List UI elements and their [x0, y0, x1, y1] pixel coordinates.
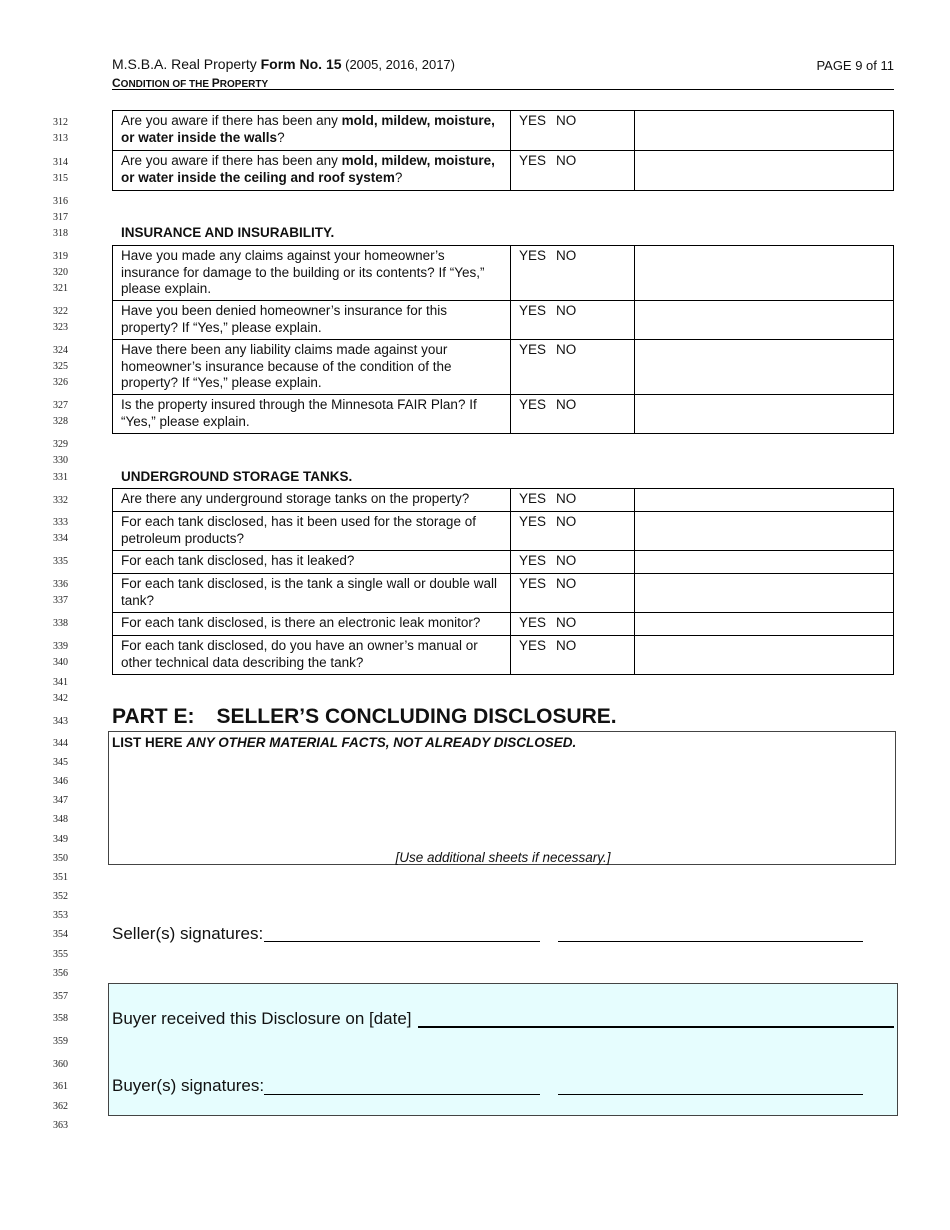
table-row: [113, 574, 894, 613]
no-option[interactable]: NO: [556, 303, 577, 318]
seller-signatures-label: Seller(s) signatures:: [112, 924, 264, 943]
no-option[interactable]: NO: [556, 342, 577, 357]
table-row: [113, 489, 894, 512]
question-cell: For each tank disclosed, is there an electronic leak monitor?: [113, 613, 511, 636]
line-number: 353: [53, 910, 68, 921]
table-row: [113, 395, 894, 434]
yes-no-cell[interactable]: [511, 246, 635, 301]
tanks-table: [112, 488, 894, 675]
line-number: 335: [53, 556, 68, 567]
line-number: 355: [53, 949, 68, 960]
page-subtitle: CONDITION OF THE PROPERTY: [112, 76, 269, 90]
yes-no-cell[interactable]: [511, 395, 635, 434]
no-option[interactable]: NO: [556, 638, 577, 653]
header-divider: [112, 89, 894, 90]
line-number: 321: [53, 283, 68, 294]
line-number: 330: [53, 455, 68, 466]
yes-option[interactable]: YES: [519, 615, 547, 630]
question-cell: Are you aware if there has been any mold, mildew, moisture, or water inside the walls?: [113, 111, 511, 151]
insurance-section-title: INSURANCE AND INSURABILITY.: [121, 225, 335, 240]
line-number: 315: [53, 173, 68, 184]
line-number: 322: [53, 306, 68, 317]
buyer-acknowledgment-box: [108, 983, 898, 1116]
form-prefix: M.S.B.A. Real Property: [112, 56, 261, 72]
line-number: 314: [53, 157, 68, 168]
no-option[interactable]: NO: [556, 615, 577, 630]
line-number: 338: [53, 618, 68, 629]
table-row: [113, 512, 894, 551]
buyer-signatures-label: Buyer(s) signatures:: [112, 1076, 265, 1095]
line-number: 343: [53, 716, 68, 727]
yes-option[interactable]: YES: [519, 491, 547, 506]
question-cell: Have you made any claims against your homeowner’s insurance for damage to the building or its contents? If “Yes,” please explain.: [113, 246, 511, 301]
line-number: 340: [53, 657, 68, 668]
line-number: 339: [53, 641, 68, 652]
no-option[interactable]: NO: [556, 248, 577, 263]
line-number: 359: [53, 1036, 68, 1047]
no-option[interactable]: NO: [556, 153, 577, 168]
line-number: 361: [53, 1081, 68, 1092]
line-number: 324: [53, 345, 68, 356]
yes-option[interactable]: YES: [519, 638, 547, 653]
explanation-cell[interactable]: [635, 636, 894, 675]
yes-no-cell[interactable]: [511, 613, 635, 636]
no-option[interactable]: NO: [556, 397, 577, 412]
line-number: 327: [53, 400, 68, 411]
line-number: 341: [53, 677, 68, 688]
line-number: 326: [53, 377, 68, 388]
line-number: 329: [53, 439, 68, 450]
part-e-label: PART E:: [112, 705, 195, 728]
line-number: 350: [53, 853, 68, 864]
table-row: [113, 301, 894, 340]
line-number: 349: [53, 834, 68, 845]
explanation-cell[interactable]: [635, 151, 894, 191]
line-number: 346: [53, 776, 68, 787]
line-number: 320: [53, 267, 68, 278]
yes-no-cell[interactable]: [511, 111, 635, 151]
additional-sheets-note: [Use additional sheets if necessary.]: [395, 850, 611, 865]
no-option[interactable]: NO: [556, 113, 577, 128]
explanation-cell[interactable]: [635, 340, 894, 395]
part-e-heading: [112, 705, 617, 729]
yes-option[interactable]: YES: [519, 153, 547, 168]
line-number: 333: [53, 517, 68, 528]
line-number: 345: [53, 757, 68, 768]
line-number: 356: [53, 968, 68, 979]
line-number: 316: [53, 196, 68, 207]
insurance-table: [112, 245, 894, 434]
explanation-cell[interactable]: [635, 489, 894, 512]
explanation-cell[interactable]: [635, 574, 894, 613]
no-option[interactable]: NO: [556, 576, 577, 591]
question-cell: For each tank disclosed, do you have an owner’s manual or other technical data describing the tank?: [113, 636, 511, 675]
table-row: [113, 246, 894, 301]
question-cell: Are there any underground storage tanks on the property?: [113, 489, 511, 512]
table-row: [113, 613, 894, 636]
no-option[interactable]: NO: [556, 553, 577, 568]
yes-no-cell[interactable]: [511, 512, 635, 551]
line-number: 362: [53, 1101, 68, 1112]
no-option[interactable]: NO: [556, 514, 577, 529]
line-number: 342: [53, 693, 68, 704]
received-date-line[interactable]: [418, 1026, 894, 1028]
line-number: 347: [53, 795, 68, 806]
question-cell: For each tank disclosed, has it been used for the storage of petroleum products?: [113, 512, 511, 551]
yes-no-cell[interactable]: [511, 151, 635, 191]
yes-no-cell[interactable]: [511, 489, 635, 512]
explanation-cell[interactable]: [635, 111, 894, 151]
line-number: 331: [53, 472, 68, 483]
explanation-cell[interactable]: [635, 395, 894, 434]
explanation-cell[interactable]: [635, 512, 894, 551]
yes-no-cell[interactable]: [511, 574, 635, 613]
line-number: 328: [53, 416, 68, 427]
question-cell: Have there been any liability claims made against your homeowner’s insurance because of the condition of the property? If “Yes,” please explain.: [113, 340, 511, 395]
explanation-cell[interactable]: [635, 301, 894, 340]
buyer-received-label: Buyer received this Disclosure on [date]: [112, 1009, 412, 1028]
question-cell: For each tank disclosed, has it leaked?: [113, 551, 511, 574]
line-number: 363: [53, 1120, 68, 1131]
yes-option[interactable]: YES: [519, 342, 547, 357]
question-cell: For each tank disclosed, is the tank a single wall or double wall tank?: [113, 574, 511, 613]
form-name: Form No. 15: [260, 56, 342, 72]
line-number: 334: [53, 533, 68, 544]
table-row: [113, 636, 894, 675]
buyer-signature-line-2[interactable]: [558, 1094, 863, 1095]
line-number: 317: [53, 212, 68, 223]
form-title: [112, 56, 455, 72]
line-number: 360: [53, 1059, 68, 1070]
line-number: 348: [53, 814, 68, 825]
line-number: 337: [53, 595, 68, 606]
yes-option[interactable]: YES: [519, 397, 547, 412]
line-number: 325: [53, 361, 68, 372]
line-number: 354: [53, 929, 68, 940]
table-row: [113, 111, 894, 151]
line-number: 319: [53, 251, 68, 262]
no-option[interactable]: NO: [556, 491, 577, 506]
line-number: 351: [53, 872, 68, 883]
line-number: 318: [53, 228, 68, 239]
line-number: 313: [53, 133, 68, 144]
line-number: 332: [53, 495, 68, 506]
question-cell: Are you aware if there has been any mold, mildew, moisture, or water inside the ceiling and roof system?: [113, 151, 511, 191]
line-number: 344: [53, 738, 68, 749]
yes-no-cell[interactable]: [511, 301, 635, 340]
seller-signature-line-2[interactable]: [558, 941, 863, 942]
line-number: 357: [53, 991, 68, 1002]
yes-no-cell[interactable]: [511, 636, 635, 675]
table-row: [113, 151, 894, 191]
table-row: [113, 551, 894, 574]
form-years: (2005, 2016, 2017): [341, 57, 455, 72]
yes-option[interactable]: YES: [519, 113, 547, 128]
material-facts-box[interactable]: [108, 731, 896, 865]
line-number: 336: [53, 579, 68, 590]
explanation-cell[interactable]: [635, 613, 894, 636]
page-number: PAGE 9 of 11: [816, 58, 894, 73]
tanks-section-title: UNDERGROUND STORAGE TANKS.: [121, 469, 353, 484]
line-number: 352: [53, 891, 68, 902]
yes-option[interactable]: YES: [519, 303, 547, 318]
yes-option[interactable]: YES: [519, 514, 547, 529]
question-cell: Is the property insured through the Minnesota FAIR Plan? If “Yes,” please explain.: [113, 395, 511, 434]
explanation-cell[interactable]: [635, 246, 894, 301]
yes-option[interactable]: YES: [519, 248, 547, 263]
buyer-signature-line-1[interactable]: [264, 1094, 540, 1095]
line-number: 312: [53, 117, 68, 128]
yes-no-cell[interactable]: [511, 340, 635, 395]
question-cell: Have you been denied homeowner’s insurance for this property? If “Yes,” please explain.: [113, 301, 511, 340]
yes-option[interactable]: YES: [519, 553, 547, 568]
table-row: [113, 340, 894, 395]
line-number: 323: [53, 322, 68, 333]
explanation-cell[interactable]: [635, 551, 894, 574]
seller-signature-line-1[interactable]: [264, 941, 540, 942]
line-number: 358: [53, 1013, 68, 1024]
material-facts-instruction: LIST HERE ANY OTHER MATERIAL FACTS, NOT ALREADY DISCLOSED.: [112, 735, 577, 750]
yes-no-cell[interactable]: [511, 551, 635, 574]
mold-table: [112, 110, 894, 191]
yes-option[interactable]: YES: [519, 576, 547, 591]
part-e-title: SELLER’S CONCLUDING DISCLOSURE.: [216, 705, 617, 728]
